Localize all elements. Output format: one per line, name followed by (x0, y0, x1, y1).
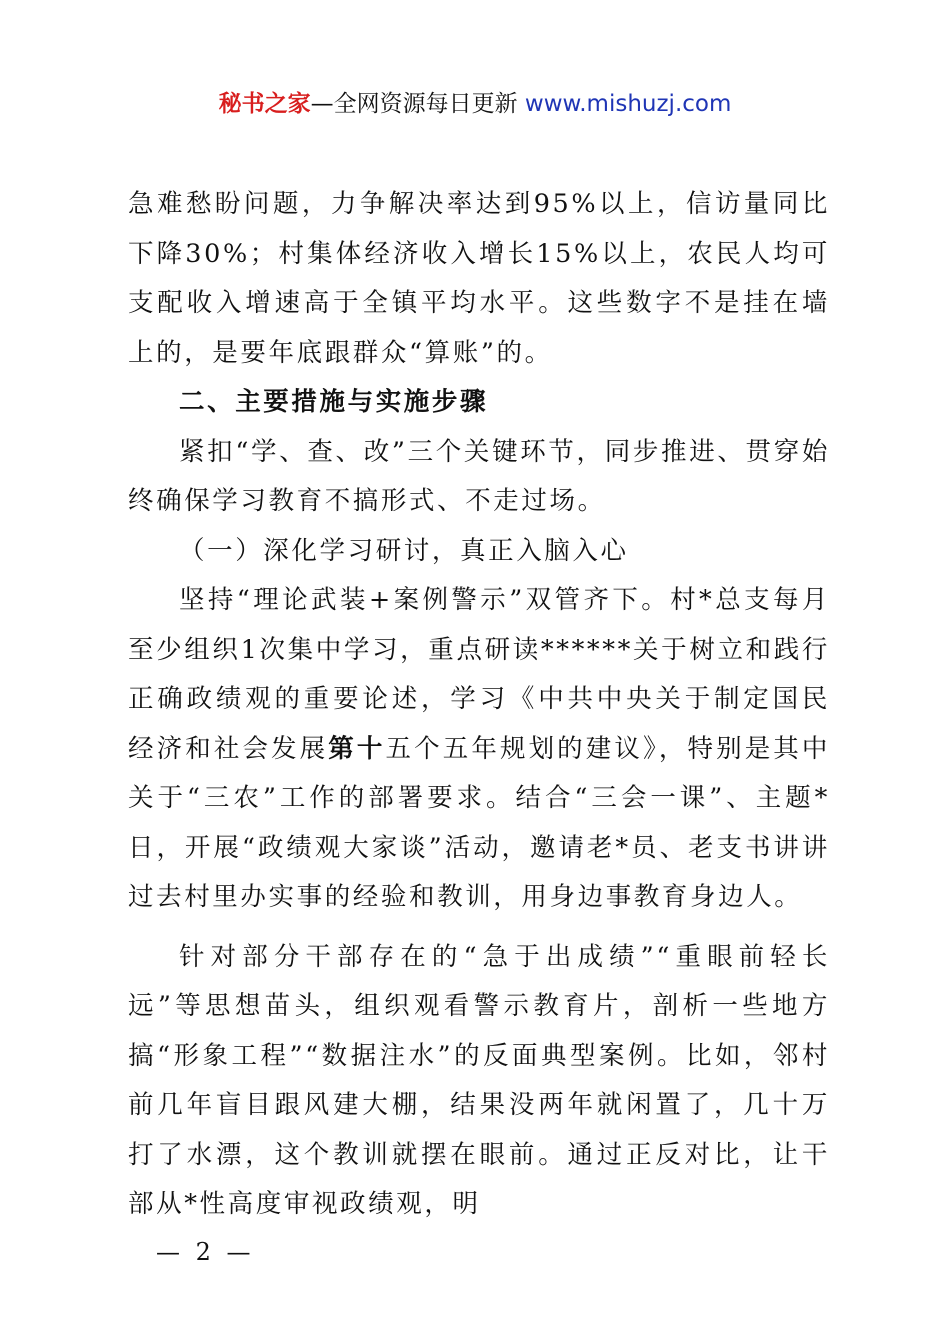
header-separator: — (310, 91, 334, 117)
header-tagline: 全网资源每日更新 (333, 91, 518, 117)
paragraph-warning: 针对部分干部存在的“急于出成绩”“重眼前轻长远”等思想苗头，组织观看警示教育片，剖析一些地方搞“形象工程”“数据注水”的反面典型案例。比如，邻村前几年盲目跟风建大棚，结果没两年就闲置了，几十万打了水漂，这个教训就摆在眼前。通过正反对比，让干部从*性高度审视政绩观，明 (128, 941, 830, 1219)
paragraph-study (128, 576, 830, 923)
section-heading-2: 二、主要措施与实施步骤 (179, 387, 489, 417)
site-header (0, 86, 950, 122)
page-number: — 2 — (156, 1238, 255, 1266)
paragraph-continued: 急难愁盼问题，力争解决率达到95%以上，信访量同比下降30%；村集体经济收入增长15%以上，农民人均可支配收入增速高于全镇平均水平。这些数字不是挂在墙上的，是要年底跟群众“算账”的。 (128, 189, 830, 368)
paragraph-measures-intro: 紧扣“学、查、改”三个关键环节，同步推进、贯穿始终确保学习教育不搞形式、不走过场。 (128, 436, 830, 516)
paragraph-study-part-b: 五个五年规划的建议》，特别是其中关于“三农”工作的部署要求。结合“三会一课”、主题*日，开展“政绩观大家谈”活动，邀请老*员、老支书讲讲过去村里办实事的经验和教训，用身边事教育身边人。 (128, 733, 831, 912)
paragraph-study-part-a: 坚持“理论武装+案例警示”双管齐下。村*总支每月至少组织1次集中学习，重点研读******关于树立和践行正确政绩观的重要论述，学习《中共中央关于制定国民经济和社会发展 (128, 585, 830, 764)
paragraph-study-bold: 第十 (328, 733, 386, 764)
brand-name: 秘书之家 (218, 91, 311, 117)
document-body (128, 180, 830, 1230)
subsection-heading-1: （一）深化学习研讨，真正入脑入心 (179, 535, 629, 566)
site-url-link[interactable]: www.mishuzj.com (524, 91, 732, 117)
